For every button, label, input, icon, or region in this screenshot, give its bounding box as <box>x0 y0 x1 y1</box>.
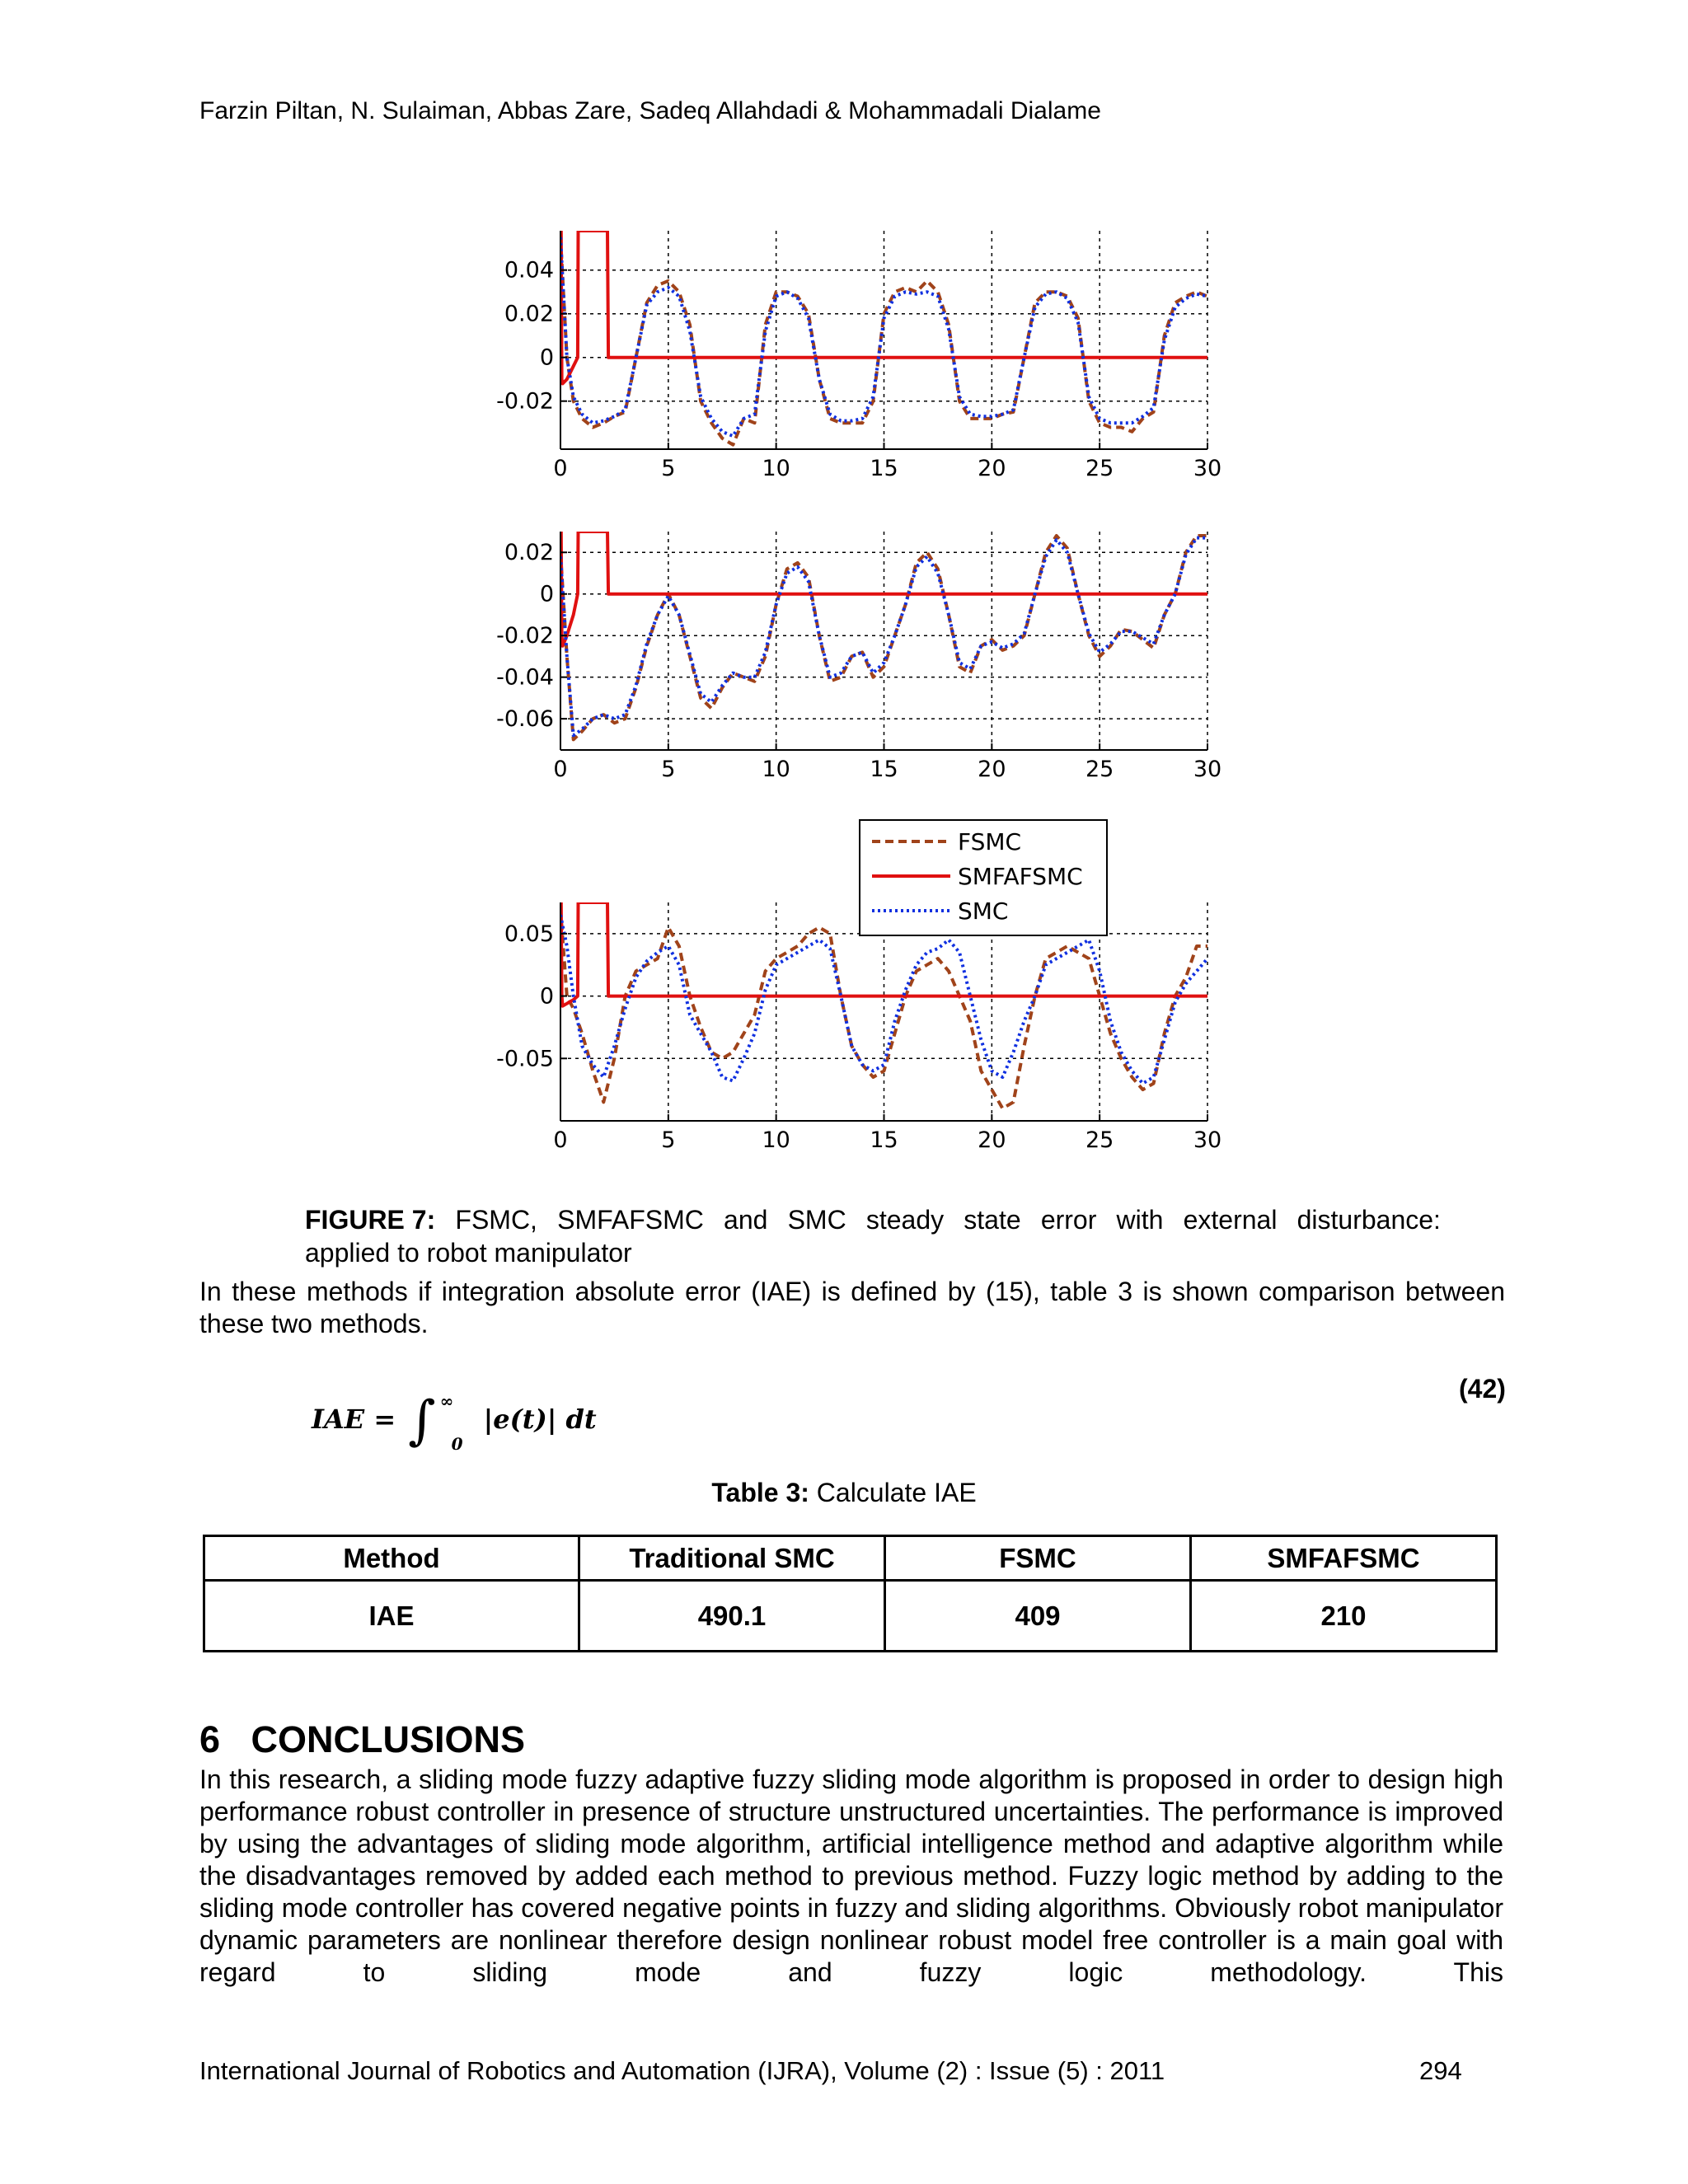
cell-fsmc: 409 <box>885 1581 1191 1652</box>
chart-panel-2 <box>496 532 1221 782</box>
equation-number: (42) <box>1459 1374 1506 1404</box>
y-tick-label: -0.02 <box>496 623 554 649</box>
figure-caption-word: SMC <box>787 1205 846 1235</box>
figure-7-plots <box>495 223 1236 1170</box>
conclusion-paragraph: In this research, a sliding mode fuzzy adaptive fuzzy sliding mode algorithm is proposed in order to design high performance robust controller in presence of structure unstructured uncertainties. The performance is improved by using the advantages of sliding mode algorithm, artificial intelligence method and adaptive algorithm while the disadvantages removed by added each method to previous method. Fuzzy logic method by adding to the sliding mode controller has covered negative points in fuzzy and sliding algorithms. Obviously robot manipulator dynamic parameters are nonlinear therefore design nonlinear robust model free controller is a main goal with regard to sliding mode and fuzzy logic methodology. This <box>199 1765 1503 1987</box>
integral-sign: ∫ <box>408 1390 436 1451</box>
y-tick-label: -0.04 <box>496 664 554 691</box>
table-header-row <box>204 1536 1497 1581</box>
equation-integrand: |e(t)| dt <box>483 1404 597 1435</box>
legend-label-fsmc: FSMC <box>958 828 1022 855</box>
iae-table <box>203 1535 1498 1652</box>
page-number: 294 <box>1419 2056 1462 2085</box>
cell-traditional-smc: 490.1 <box>579 1581 885 1652</box>
x-tick-label: 20 <box>978 757 1006 782</box>
y-tick-label: 0 <box>539 344 554 371</box>
x-tick-label: 30 <box>1193 456 1222 481</box>
x-tick-label: 25 <box>1085 757 1114 782</box>
figure-7 <box>495 223 1236 1170</box>
x-tick-label: 5 <box>661 456 676 481</box>
figure-caption-word: SMFAFSMC <box>557 1205 704 1235</box>
x-tick-label: 15 <box>870 456 898 481</box>
y-tick-label: 0.05 <box>504 921 554 947</box>
body-paragraph: In these methods if integration absolute error (IAE) is defined by (15), table 3 is shown comparison between these two methods. <box>199 1277 1505 1338</box>
footer-journal: International Journal of Robotics and Automation (IJRA), Volume (2) : Issue (5) : 2011 <box>199 2056 1165 2085</box>
running-header: Farzin Piltan, N. Sulaiman, Abbas Zare, Sadeq Allahdadi & Mohammadali Dialame <box>199 97 1101 124</box>
x-tick-label: 25 <box>1085 1127 1114 1153</box>
x-tick-label: 0 <box>553 1127 568 1153</box>
x-tick-label: 30 <box>1193 757 1222 782</box>
x-tick-label: 5 <box>661 757 676 782</box>
x-tick-label: 30 <box>1193 1127 1222 1153</box>
header-smfafsmc: SMFAFSMC <box>1191 1536 1497 1581</box>
y-tick-label: -0.02 <box>496 388 554 415</box>
x-tick-label: 25 <box>1085 456 1114 481</box>
cell-iae-label: IAE <box>204 1581 579 1652</box>
header-method: Method <box>204 1536 579 1581</box>
x-tick-label: 15 <box>870 1127 898 1153</box>
figure-caption-word: disturbance: <box>1296 1205 1441 1235</box>
figure-caption-line1 <box>305 1203 1441 1236</box>
figure-caption-label: FIGURE 7: <box>305 1205 436 1235</box>
x-tick-label: 20 <box>978 1127 1006 1153</box>
equation-lhs: IAE = <box>312 1404 396 1435</box>
y-tick-label: -0.05 <box>496 1046 554 1072</box>
x-tick-label: 0 <box>553 757 568 782</box>
chart-legend <box>860 820 1107 935</box>
x-tick-label: 20 <box>978 456 1006 481</box>
table-caption-label: Table 3: <box>711 1478 809 1507</box>
header-fsmc: FSMC <box>885 1536 1191 1581</box>
figure-caption-word: and <box>724 1205 768 1235</box>
figure-caption-word: external <box>1183 1205 1278 1235</box>
figure-caption-line2: applied to robot manipulator <box>305 1238 632 1268</box>
y-tick-label: 0.04 <box>504 257 554 284</box>
integral-upper-limit: ∞ <box>439 1391 454 1411</box>
y-tick-label: -0.06 <box>496 706 554 733</box>
x-tick-label: 10 <box>762 456 790 481</box>
integral-lower-limit: 0 <box>451 1434 463 1454</box>
cell-smfafsmc: 210 <box>1191 1581 1497 1652</box>
chart-panel-1 <box>496 231 1221 481</box>
y-tick-label: 0 <box>539 983 554 1010</box>
table-caption-text: Calculate IAE <box>809 1478 977 1507</box>
figure-caption-word: FSMC, <box>455 1205 537 1235</box>
y-tick-label: 0.02 <box>504 540 554 566</box>
table-caption <box>0 1478 1688 1508</box>
x-tick-label: 10 <box>762 1127 790 1153</box>
table-row <box>204 1581 1497 1652</box>
figure-caption-word: steady <box>865 1205 945 1235</box>
figure-caption <box>305 1203 1441 1269</box>
header-traditional-smc: Traditional SMC <box>579 1536 885 1581</box>
legend-label-smc: SMC <box>958 898 1009 925</box>
legend-label-smfafsmc: SMFAFSMC <box>958 863 1083 890</box>
y-tick-label: 0 <box>539 581 554 607</box>
equation-iae <box>312 1380 597 1454</box>
x-tick-label: 0 <box>553 456 568 481</box>
x-tick-label: 10 <box>762 757 790 782</box>
x-tick-label: 15 <box>870 757 898 782</box>
figure-caption-word: state <box>964 1205 1021 1235</box>
figure-caption-word: with <box>1116 1205 1164 1235</box>
x-tick-label: 5 <box>661 1127 676 1153</box>
figure-caption-word: error <box>1040 1205 1097 1235</box>
section-title: 6 CONCLUSIONS <box>199 1718 526 1760</box>
chart-panel-3 <box>496 902 1221 1153</box>
y-tick-label: 0.02 <box>504 301 554 327</box>
